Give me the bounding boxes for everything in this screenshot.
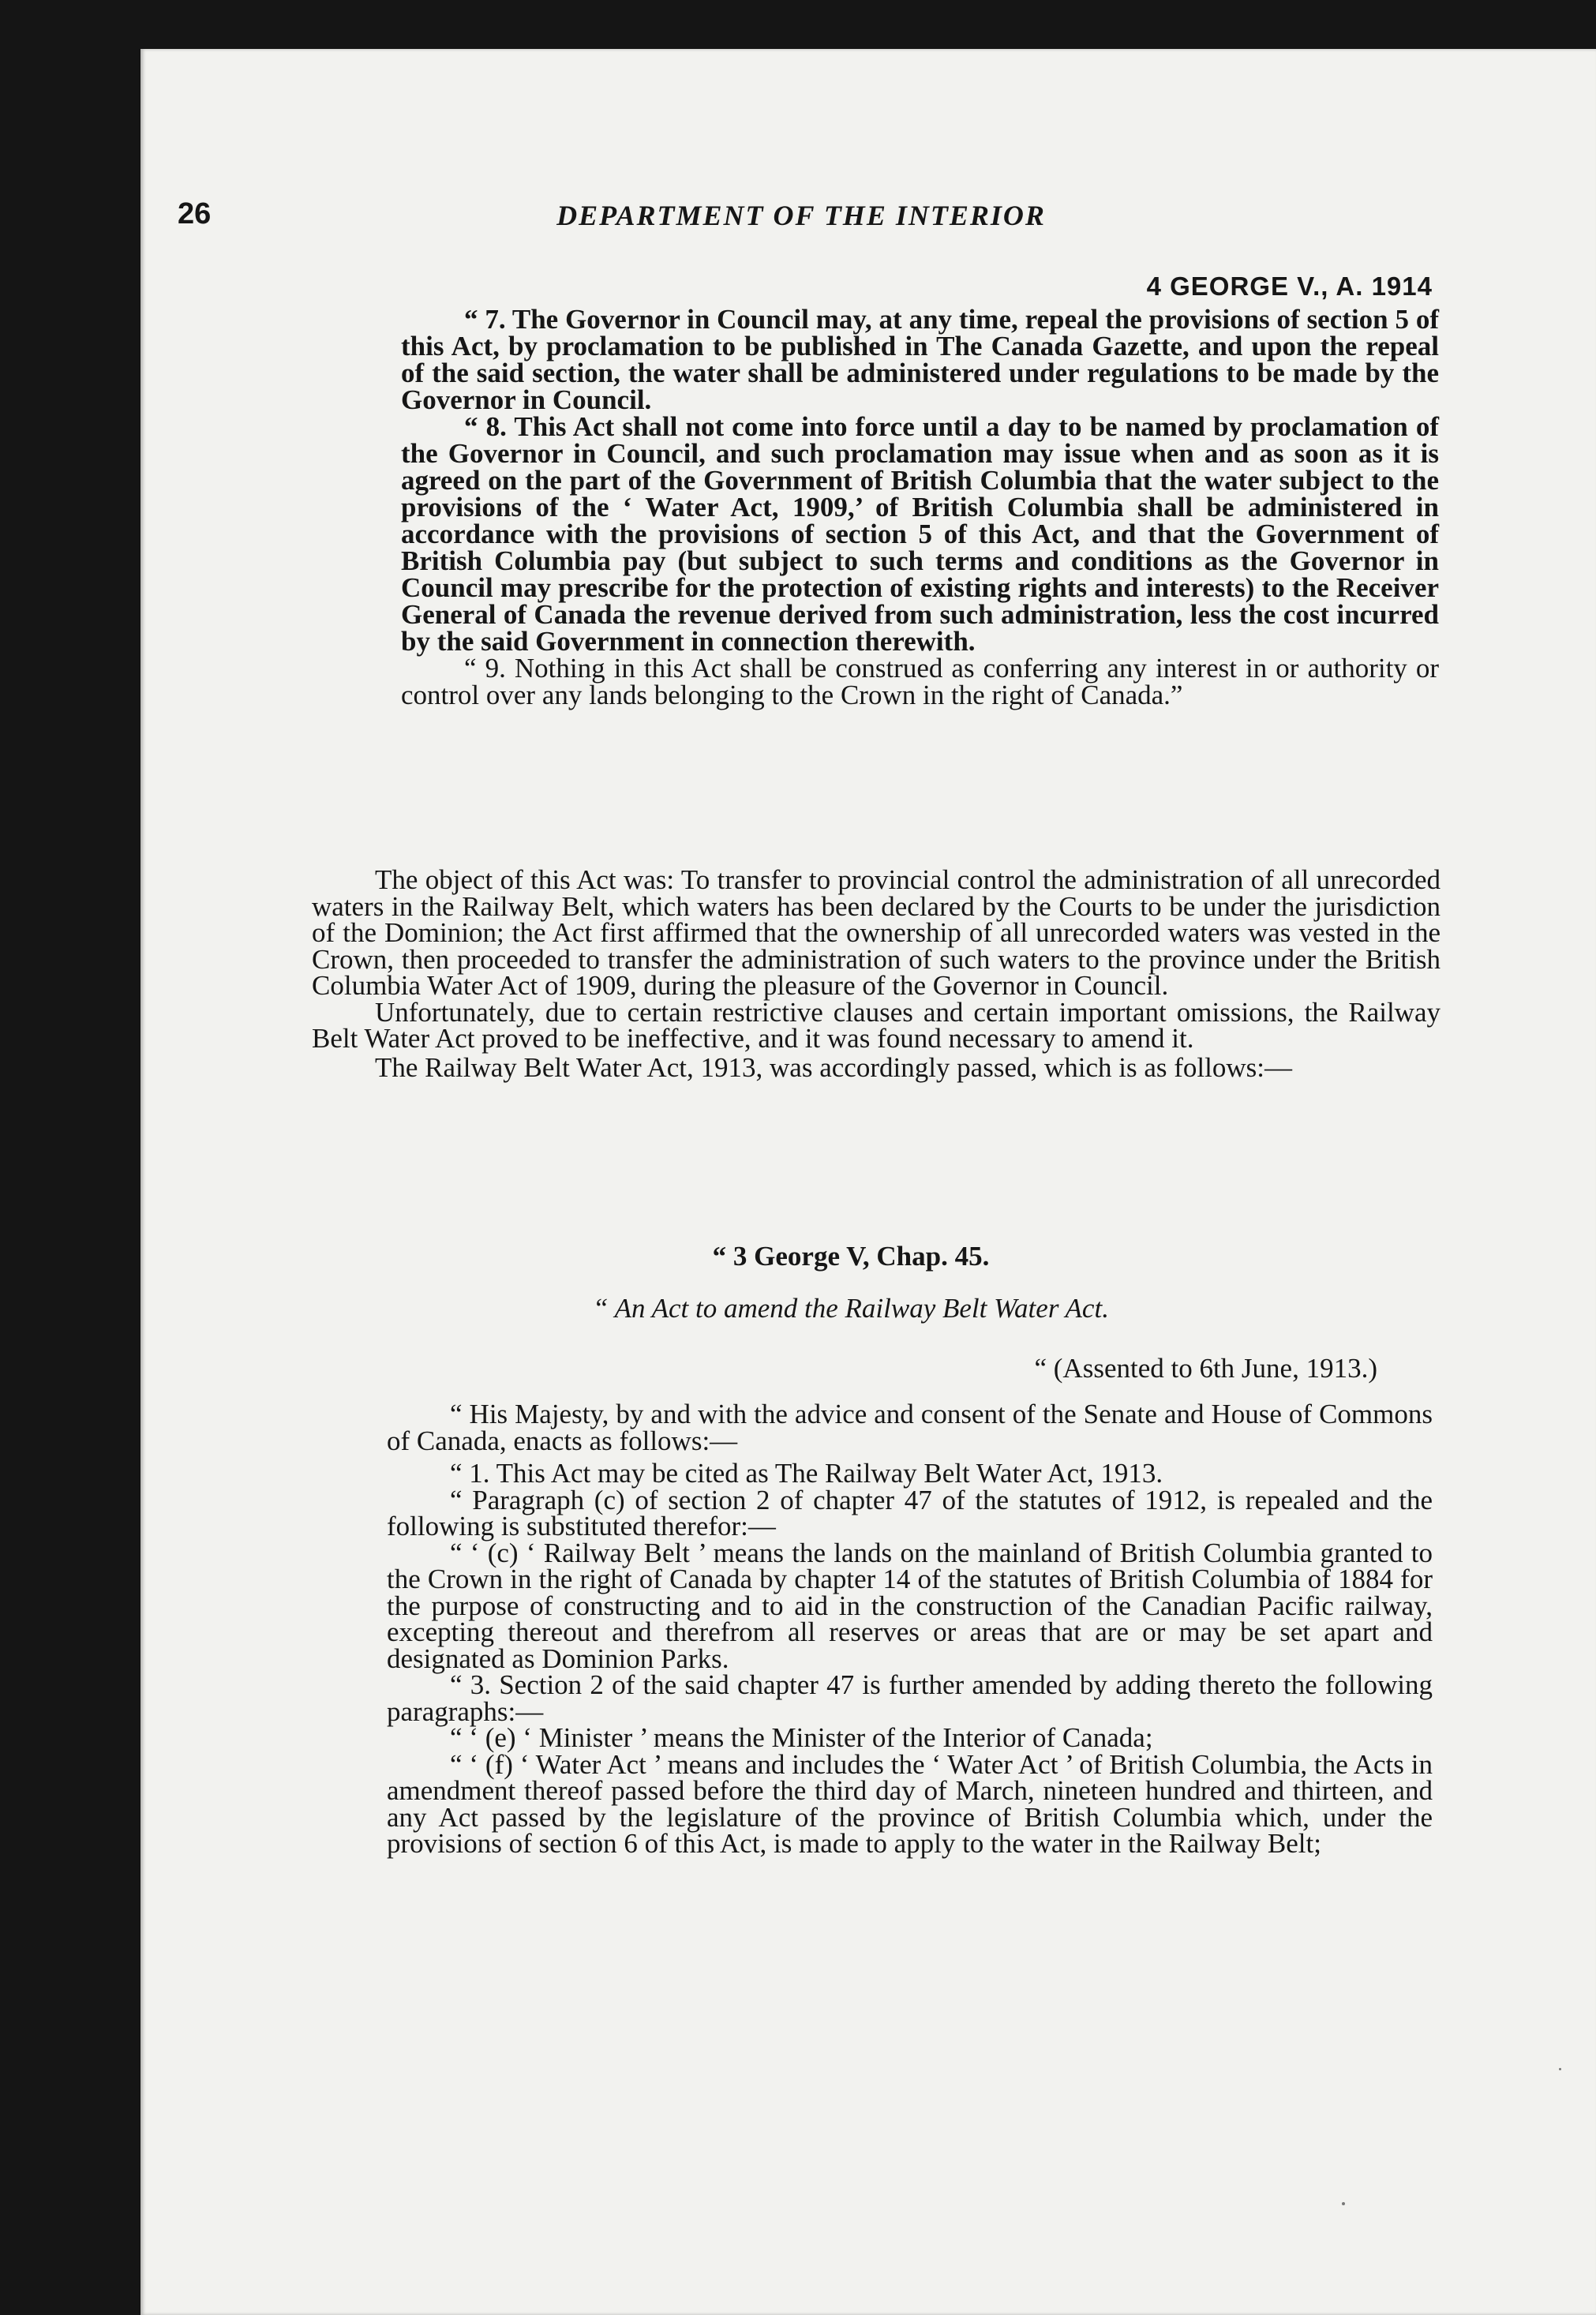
scan-speck: [1342, 2202, 1345, 2205]
act-section-2: “ Paragraph (c) of section 2 of chapter 47 of the statutes of 1912, is repealed and the following is substituted therefor:—: [387, 1484, 1433, 1541]
session-label: 4 GEORGE V., A. 1914: [1146, 272, 1433, 301]
assent-date: “ (Assented to 6th June, 1913.): [1034, 1353, 1377, 1384]
act-section-3: “ 3. Section 2 of the said chapter 47 is further amended by adding thereto the following paragraphs:—: [387, 1669, 1433, 1727]
commentary: [312, 864, 1441, 1083]
paragraph-object: The object of this Act was: To transfer to provincial control the administration of all unrecorded waters in the Railway Belt, which waters has been declared by the Courts to be under the jurisdiction of the Dominion; the Act first affirmed that the ownership of all unrecorded waters was vested in the Crown, then proceeded to transfer the administration of such waters to the province under the British Columbia Water Act of 1909, during the pleasure of the Governor in Council.: [312, 864, 1441, 1001]
section-9: “ 9. Nothing in this Act shall be construed as conferring any interest in or authority or control over any lands belonging to the Crown in the right of Canada.”: [401, 653, 1439, 710]
section-7: “ 7. The Governor in Council may, at any time, repeal the provisions of section 5 of this Act, by proclamation to be published in The Canada Gazette, and upon the repeal of the said section, the water shall be administered under regulations to be made by the Governor in Council.: [401, 304, 1439, 415]
page-number: 26: [178, 197, 212, 230]
enacting-clause: “ His Majesty, by and with the advice and consent of the Senate and House of Commons of Canada, enacts as follows:—: [387, 1399, 1433, 1456]
act-paragraph-f: “ ‘ (f) ‘ Water Act ’ means and includes the ‘ Water Act ’ of British Columbia, the Acts in amendment thereof passed before the third day of March, nineteen hundred and thirteen, and any Act passed by the legislature of the province of British Columbia which, under the provisions of section 6 of this Act, is made to apply to the water in the Railway Belt;: [387, 1748, 1433, 1859]
paragraph-unfortunately: Unfortunately, due to certain restrictive clauses and certain important omissions, the Railway Belt Water Act proved to be ineffective, and it was found necessary to amend it.: [312, 996, 1441, 1054]
section-8: “ 8. This Act shall not come into force until a day to be named by proclamation of the Governor in Council, and such proclamation may issue when and as soon as it is agreed on the part of the Government of British Columbia that the water subject to the provisions of the ‘ Water Act, 1909,’ of British Columbia shall be administered in accordance with the provisions of section 5 of this Act, and that the Government of British Columbia pay (but subject to such terms and conditions as the Governor in Council may prescribe for the protection of existing rights and interests) to the Receiver General of Canada the revenue derived from such administration, less the cost incurred by the said Government in connection therewith.: [401, 411, 1439, 657]
running-head: DEPARTMENT OF THE INTERIOR: [556, 200, 1046, 231]
chapter-heading: “ 3 George V, Chap. 45.: [712, 1241, 990, 1272]
scan-speck: [1559, 2068, 1561, 2070]
quoted-sections: [401, 306, 1439, 709]
act-paragraph-c: “ ‘ (c) ‘ Railway Belt ’ means the lands on the mainland of British Columbia granted to the Crown in the right of Canada by chapter 14 of the statutes of British Columbia of 1884 for the purpose of constructing and to aid in the construction of the Canadian Pacific railway, excepting thereout and therefrom all reserves or areas that are or may be set apart and designated as Dominion Parks.: [387, 1537, 1433, 1674]
act-text: [387, 1401, 1433, 1857]
act-section-1: “ 1. This Act may be cited as The Railway Belt Water Act, 1913.: [450, 1458, 1163, 1489]
act-paragraph-e: “ ‘ (e) ‘ Minister ’ means the Minister of the Interior of Canada;: [450, 1722, 1153, 1753]
act-title: “ An Act to amend the Railway Belt Water Act.: [593, 1293, 1109, 1324]
page-header: [178, 197, 1425, 245]
paragraph-accordingly: The Railway Belt Water Act, 1913, was accordingly passed, which is as follows:—: [375, 1051, 1292, 1083]
